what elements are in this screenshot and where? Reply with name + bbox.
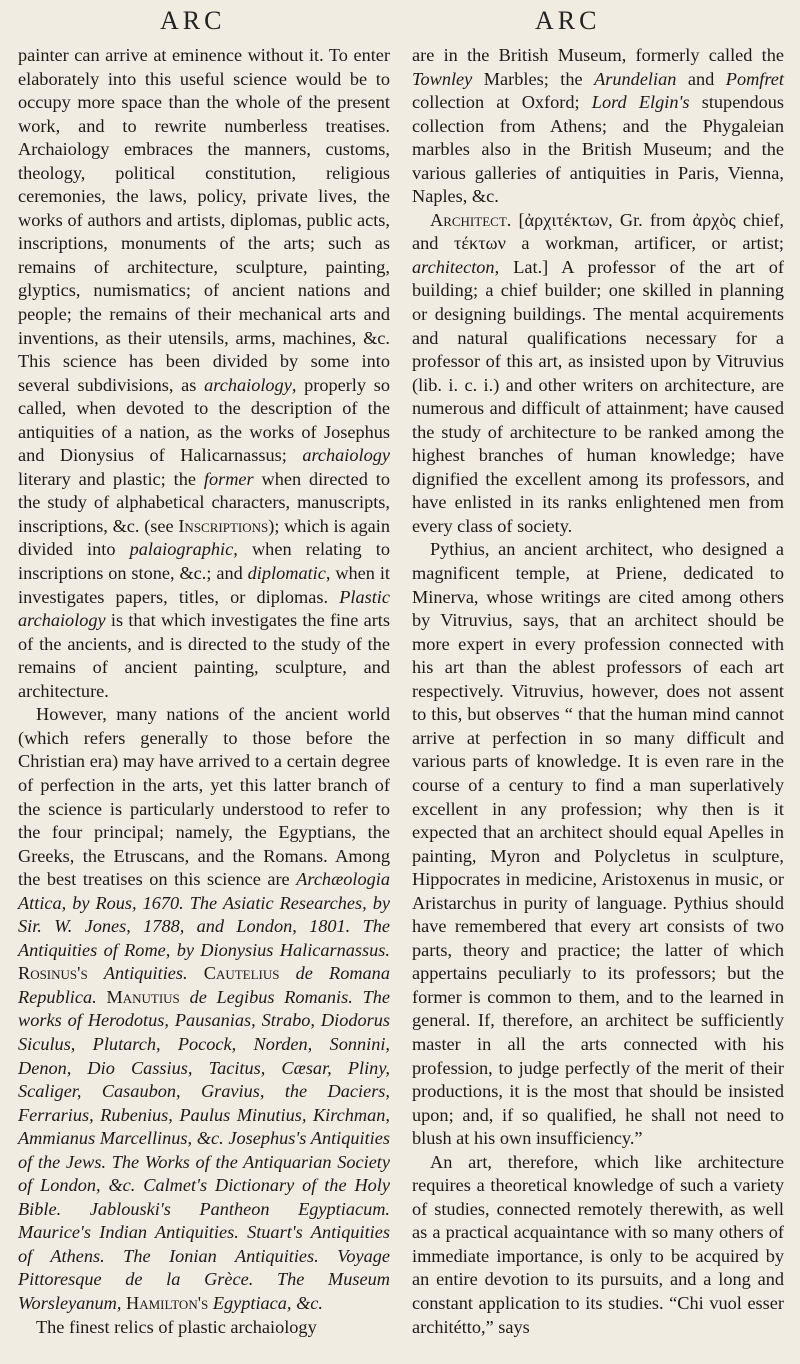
text-run: and <box>676 68 726 89</box>
italic-run: archaiology <box>204 374 292 395</box>
text-run: when directed to the study of alphabetical characters, manuscripts, inscriptions, &c. (see <box>18 468 390 536</box>
text-run: is that which investigates the fine arts of the ancients, and is directed to the study of the remains of ancient painting, sculpture, and architecture. <box>18 610 390 701</box>
small-caps-run: Cautelius <box>203 963 280 984</box>
italic-run: archaiology <box>302 445 390 466</box>
text-run: collection at Oxford; <box>412 92 592 113</box>
text-run: However, many nations of the ancient world (which refers generally to those before the Christian era) may have arrived to a certain degree of perfection in the arts, yet this latter branch of the science is particularly understood to refer to the four principal; namely, the Egyptians, the Greeks, the Etruscans, and the Romans. Among the best treatises on this science are <box>18 704 390 890</box>
text-run: Pythius, an ancient architect, who designed a magnificent temple, at Priene, dedicated to Minerva, whose writings are cited among others by Vitruvius, says, that an architect should be more expert in every profession connected with his art than the ablest professors of each art respectively. Vitruvius, however, does not assent to this, but observes “ that the human mind cannot arrive at perfection in so many difficult and various parts of knowledge. It is even rare in the course of a century to find a man superlatively excellent in any profession; why then is it expected that an architect should equal Apelles in painting, Myron and Polycletus in sculpture, Hippocrates in medicine, Aristoxenus in music, or Aristarchus in purity of language. Pythius should have remembered that every art consists of two parts, theory and practice; the latter of which appertains peculiarly to its professors; but the former is common to them, and to the learned in general. If, therefore, an architect be sufficiently master in all the arts connected with his profession, to judge perfectly of the merit of their productions, it is the most that should be insisted upon; and, if so qualified, he shall not need to blush at his own insufficiency.” <box>412 539 784 1149</box>
text-run: literary and plastic; the <box>18 468 204 489</box>
small-caps-run: Architect. <box>430 209 512 230</box>
italic-run: diplomatic <box>247 563 326 584</box>
small-caps-run: Rosinus's <box>18 963 88 984</box>
paragraph <box>412 538 784 1150</box>
italic-run: de Legibus Romanis. The works of Herodotus, Pausanias, Strabo, Diodorus Siculus, Plutarch, Pocock, Norden, Sonnini, Denon, Dio Cassius, Tacitus, Cæsar, Pliny, Scaliger, Casaubon, Gravius, the Daciers, Ferrarius, Rubenius, Paulus Minutius, Kirchman, Ammianus Marcellinus, &c. Josephus's Antiquities of the Jews. The Works of the Antiquarian Society of London, &c. Calmet's Dictionary of the Holy Bible. Jablouski's Pantheon Egyptiacum. Maurice's Indian Antiquities. Stuart's Antiquities of Athens. The Ionian Antiquities. Voyage Pittoresque de la Grèce. The Museum Worsleyanum, <box>18 986 391 1313</box>
paragraph <box>18 703 390 1315</box>
text-run: stupendous collection from Athens; and the Phygaleian marbles also in the British Museum; and the various galleries of antiquities in Paris, Vienna, Naples, &c. <box>412 92 784 207</box>
italic-run: Archæologia Attica, by Rous, 1670. The Asiatic Researches, by Sir. W. Jones, 1788, and London, 1801. The Antiquities of Rome, by Dionysius Halicarnassus. <box>18 869 390 960</box>
running-head-right: ARC <box>535 6 601 35</box>
right-column <box>412 44 784 1339</box>
italic-run: Townley <box>412 68 473 89</box>
italic-run: Pomfret <box>725 68 784 89</box>
text-run: Marbles; the <box>472 68 595 89</box>
text-run <box>88 963 104 983</box>
left-column <box>18 44 390 1339</box>
text-run: , when it investigates papers, titles, or diplomas. <box>18 563 390 607</box>
small-caps-run: Hamilton's <box>126 1292 209 1313</box>
text-run <box>188 963 204 983</box>
italic-run: palaiographic <box>129 539 234 560</box>
text-run: The finest relics of plastic archaiology <box>36 1316 317 1337</box>
text-run: [ἀρχιτέκτων, Gr. from ἀρχὸς chief, and τέκτων a workman, artificer, or artist; <box>412 209 784 254</box>
text-run: are in the British Museum, formerly called the <box>412 45 784 65</box>
text-run: An art, therefore, which like architecture requires a theoretical knowledge of such a variety of studies, connected remotely therewith, as well as a practical acquaintance with so many others of immediate importance, is only to be acquired by an entire devotion to its pursuits, and a long and constant application to its studies. “Chi vuol esser architétto,” says <box>412 1151 784 1337</box>
text-run: , properly so called, when devoted to the description of the antiquities of a nation, as the works of Josephus and Dionysius of Halicarnassus; <box>18 374 390 466</box>
small-caps-run: Manutius <box>106 986 180 1007</box>
text-run: , Lat.] A professor of the art of building; a chief builder; one skilled in planning or designing buildings. The mental acquirements and natural qualifications necessary for a professor of this art, as insisted upon by Vitruvius (lib. i. c. i.) and other writers on architecture, are numerous and difficult of attainment; have caused the study of architecture to be ranked among the highest branches of human knowledge; have dignified the excellent among its professors, and have enlisted in its ranks enlightened men from every class of society. <box>412 256 784 536</box>
paragraph <box>18 44 390 703</box>
italic-run: Lord Elgin's <box>591 92 690 113</box>
text-run: painter can arrive at eminence without it. To enter elaborately into this useful science would be to occupy more space than the whole of the present work, and to rewrite numberless treatises. Archaiology embraces the manners, customs, theology, political constitution, religious ceremonies, the laws, policy, private lives, the works of authors and artists, diplomas, public acts, inscriptions, monuments of the arts; such as remains of architecture, sculpture, painting, glyptics, numismatics; of ancient nations and people; the remains of their mechanical arts and inventions, as their utensils, arms, machines, &c. This science has been divided by some into several subdivisions, as <box>18 45 390 395</box>
paragraph <box>18 1316 390 1340</box>
running-head-left: ARC <box>160 6 226 35</box>
italic-run: former <box>203 468 254 489</box>
italic-run: architecton <box>412 256 495 277</box>
small-caps-run: Inscriptions <box>178 515 269 536</box>
italic-run: Arundelian <box>594 68 677 89</box>
text-run: ); which is again divided into <box>18 515 390 560</box>
paragraph <box>412 44 784 209</box>
italic-run: Egyptiaca, &c. <box>212 1292 323 1313</box>
paragraph <box>412 209 784 539</box>
paragraph <box>412 1151 784 1339</box>
italic-run: de Romana Republica. <box>18 963 390 1007</box>
italic-run: Plastic archaiology <box>18 586 390 631</box>
text-run <box>97 987 107 1007</box>
text-run <box>180 987 190 1007</box>
text-run <box>280 963 296 983</box>
text-run: , when relating to inscriptions on stone, &c.; and <box>18 539 390 584</box>
italic-run: Antiquities. <box>103 963 188 984</box>
